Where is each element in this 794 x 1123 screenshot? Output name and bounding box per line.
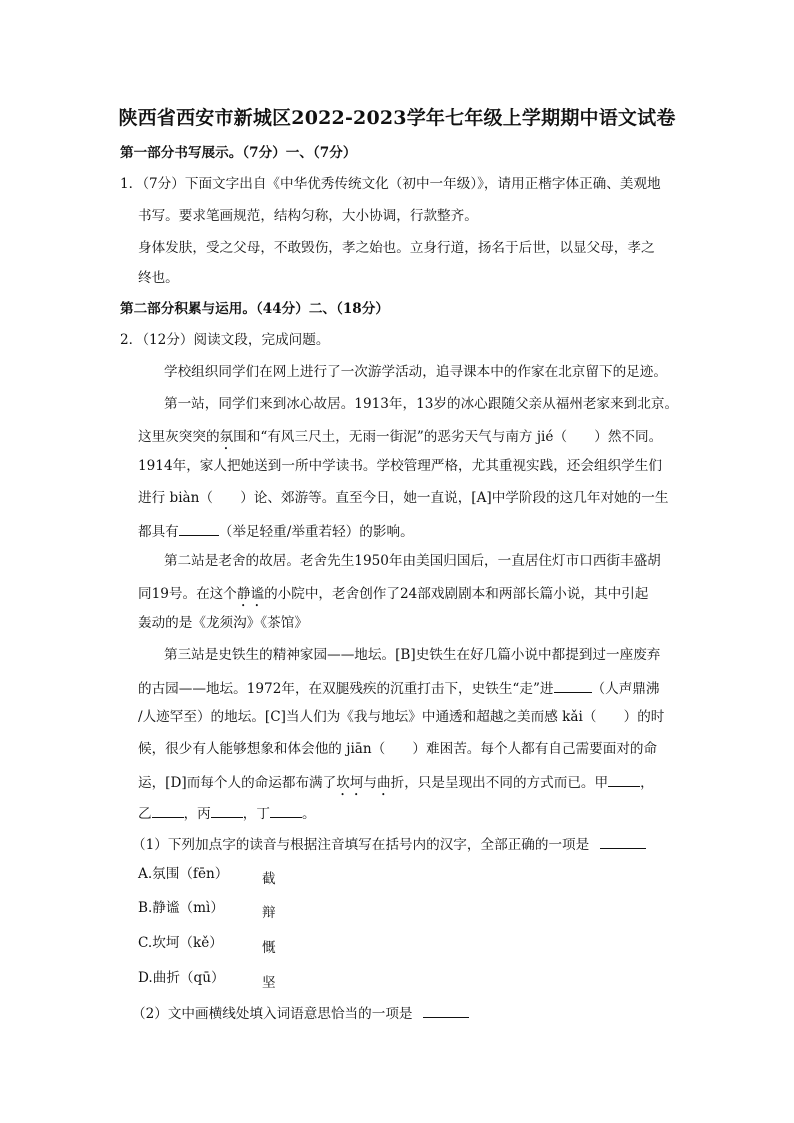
answer-blank-bing[interactable] (211, 805, 243, 818)
text-segment: 都具有 (138, 524, 179, 540)
option-d-label[interactable]: D.曲折（qū） (138, 970, 225, 986)
question-text: （2）文中画横线处填入词语意思恰当的一项是 (132, 1006, 413, 1022)
answer-blank[interactable] (423, 1005, 469, 1018)
text-segment: 与 (363, 775, 378, 791)
q2-para4-line6 (138, 805, 316, 822)
q2-para4-line1: 第三站是史铁生的精神家园——地坛。[B]史铁生在好几篇小说中都提到过一座废弃 (164, 647, 661, 663)
text-segment: ，丙 (183, 806, 211, 822)
text-segment: 折，只是呈现出不同的方式而已。甲 (390, 775, 609, 791)
sub-question-2 (132, 1005, 469, 1022)
text-segment: ，丁 (242, 806, 270, 822)
option-a-char: 截 (262, 871, 276, 887)
text-segment: 围和“有风三尺土，无雨一街泥”的恶劣天气与南方 jié（ ）然不同。 (233, 429, 663, 445)
answer-blank[interactable] (179, 523, 219, 536)
answer-blank-yi[interactable] (152, 805, 184, 818)
q2-para2-line5 (138, 523, 414, 540)
q2-para2-line4: 进行 biàn（ ）论、郊游等。直至今日，她一直说，[A]中学阶段的这几年对她的一生 (138, 490, 669, 506)
answer-blank[interactable] (554, 680, 592, 693)
q2-para3-line2 (138, 586, 648, 610)
q2-para2-line1: 第一站，同学们来到冰心故居。1913年，13岁的冰心跟随父亲从福州老家来到北京。 (164, 396, 679, 412)
q1-line-4: 终也。 (138, 270, 179, 286)
answer-blank-ding[interactable] (270, 805, 302, 818)
text-segment: 。 (301, 806, 316, 822)
dotted-char: 氛 (219, 429, 234, 445)
text-segment: 同19号。在这个 (138, 586, 237, 602)
option-c-char: 慨 (262, 940, 276, 956)
q2-intro: 2．（12分）阅读文段，完成问题。 (120, 332, 330, 348)
q2-para2-line2 (138, 429, 662, 453)
q1-line-1: 1．（7分）下面文字出自《中华优秀传统文化（初中一年级）》，请用正楷字体正确、美观地 (120, 176, 661, 192)
option-b-char: 辩 (262, 905, 276, 921)
sub-question-1 (132, 836, 646, 853)
q2-para4-line5 (138, 774, 654, 799)
text-segment: ， (640, 775, 654, 791)
text-segment: 的古园——地坛。1972年，在双腿残疾的沉重打击下，史铁生“走”进 (138, 681, 554, 697)
option-c-label[interactable]: C.坎坷（kě） (138, 935, 223, 951)
text-segment: 这里灰突突的 (138, 429, 220, 445)
q2-para4-line2 (138, 680, 660, 697)
q2-para3-line1: 第二站是老舍的故居。老舍先生1950年由美国归国后，一直居住灯市口西街丰盛胡 (164, 553, 661, 569)
q2-para2-line3: 1914年，家人把她送到一所中学读书。学校管理严格，尤其重视实践，还会组织学生们 (138, 458, 662, 474)
answer-blank-jia[interactable] (608, 774, 640, 787)
dotted-char: 曲 (377, 775, 391, 791)
text-segment: （人声鼎沸 (591, 681, 660, 697)
q2-para1: 学校组织同学们在网上进行了一次游学活动，追寻课本中的作家在北京留下的足迹。 (164, 364, 667, 380)
text-segment: 乙 (138, 806, 152, 822)
question-text: （1）下列加点字的读音与根据注音填写在括号内的汉字，全部正确的一项是 (132, 837, 590, 853)
q2-para4-line4: 候，很少有人能够想象和体会他的 jiān（ ）难困苦。每个人都有自己需要面对的命 (138, 741, 658, 757)
option-b-label[interactable]: B.静谧（mì） (138, 900, 224, 916)
dotted-word: 坎坷 (336, 775, 364, 791)
part1-heading: 第一部分书写展示。（7分）一、（7分） (120, 145, 357, 161)
exam-title: 陕西省西安市新城区2022-2023学年七年级上学期期中语文试卷 (118, 107, 676, 129)
q1-line-2: 书写。要求笔画规范，结构匀称，大小协调，行款整齐。 (138, 208, 478, 224)
dotted-word: 静谧 (236, 586, 265, 602)
q2-para4-line3: /人迹罕至）的地坛。[C]当人们为《我与地坛》中通透和超越之美而感 kǎi（ ）的时 (138, 709, 665, 725)
text-segment: （举足轻重/举重若轻）的影响。 (218, 524, 414, 540)
option-a-label[interactable]: A.氛围（fēn） (138, 866, 229, 882)
answer-blank[interactable] (600, 836, 646, 849)
q2-para3-line3: 轰动的是《龙须沟》《茶馆》 (138, 615, 308, 631)
option-d-char: 坚 (262, 975, 276, 991)
text-segment: 运，[D]而每个人的命运都布满了 (138, 775, 337, 791)
q1-line-3: 身体发肤，受之父母，不敢毁伤，孝之始也。立身行道，扬名于后世，以显父母，孝之 (138, 240, 655, 256)
part2-heading: 第二部分积累与运用。（44分）二、（18分） (120, 301, 389, 317)
text-segment: 的小院中，老舍创作了24部戏剧剧本和两部长篇小说，其中引起 (264, 586, 649, 602)
